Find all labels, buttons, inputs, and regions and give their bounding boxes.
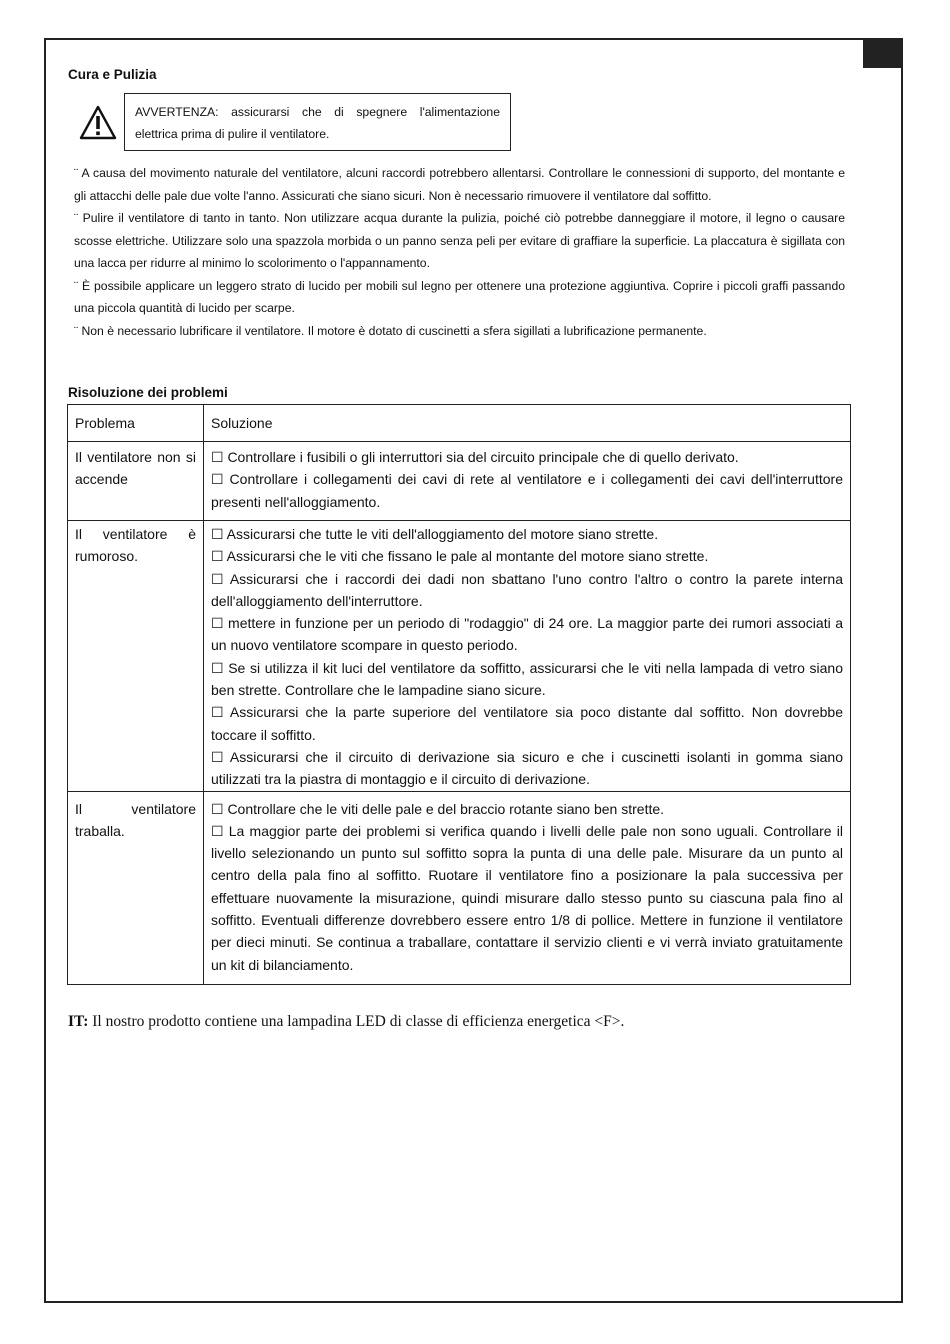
solution-item: ☐ Assicurarsi che le viti che fissano le pale al montante del motore siano strette. (211, 548, 709, 565)
table-header-row (68, 405, 851, 442)
solution-item: ☐ Controllare i collegamenti dei cavi di rete al ventilatore e i collegamenti dei cavi dell'interruttore presenti nell'alloggiamento. (211, 471, 843, 510)
energy-efficiency-note (68, 1013, 624, 1031)
care-instructions (74, 162, 845, 342)
care-paragraph: ¨ È possibile applicare un leggero strato di lucido per mobili sul legno per ottenere una protezione aggiuntiva. Coprire i piccoli graffi passando una piccola quantità di lucido per scarpe. (74, 278, 845, 315)
solution-cell (204, 521, 851, 792)
solution-item: ☐ mettere in funzione per un periodo di "rodaggio" di 24 ore. La maggior parte dei rumori associati a un nuovo ventilatore scompare in questo periodo. (211, 615, 843, 654)
header-solution: Soluzione (204, 405, 851, 442)
table-row (68, 521, 851, 792)
care-paragraph: ¨ Pulire il ventilatore di tanto in tanto. Non utilizzare acqua durante la pulizia, poiché ciò potrebbe danneggiare il motore, il legno o causare scosse elettriche. Utilizzare solo una spazzola morbida o un panno senza peli per evitare di graffiare la superficie. La placcatura è sigillata con una lacca per ridurre al minimo lo scolorimento o l'appannamento. (74, 211, 845, 270)
energy-note-prefix: IT: (68, 1013, 89, 1030)
warning-triangle-icon (78, 104, 118, 142)
warning-box (124, 93, 511, 151)
solution-item: ☐ Assicurarsi che il circuito di derivazione sia sicuro e che i cuscinetti isolanti in gomma siano utilizzati tra la piastra di montaggio e il circuito di derivazione. (211, 748, 843, 788)
page-corner-tab (863, 38, 903, 68)
troubleshooting-table (67, 404, 851, 985)
care-section-title: Cura e Pulizia (68, 67, 157, 82)
solution-item: ☐ Assicurarsi che la parte superiore del ventilatore sia poco distante dal soffitto. Non dovrebbe toccare il soffitto. (211, 704, 843, 743)
warning-text-line1: AVVERTENZA: assicurarsi che di spegnere l'alimentazione (135, 105, 500, 119)
table-row (68, 442, 851, 521)
header-problem: Problema (68, 405, 204, 442)
solution-item: ☐ Controllare che le viti delle pale e del braccio rotante siano ben strette. (211, 800, 665, 817)
warning-text-line2: elettrica prima di pulire il ventilatore. (135, 127, 330, 141)
table-row (68, 791, 851, 984)
solution-item: ☐ La maggior parte dei problemi si verifica quando i livelli delle pale non sono uguali. Controllare il livello selezionando un punto sul soffitto sopra la punta di una delle pale. Misurare da un punto al centro della pala fino al soffitto. Ruotare il ventilatore fino a posizionare la pala successiva per effettuare nuovamente la misurazione, quindi misurare dallo stesso punto su ciascuna pala fino al soffitto. Eventuali differenze dovrebbero essere entro 1/8 di pollice. Mettere in funzione il ventilatore per dieci minuti. Se continua a traballare, contattare il servizio clienti e vi verrà inviato gratuitamente un kit di bilanciamento. (211, 822, 843, 973)
solution-item: ☐ Controllare i fusibili o gli interruttori sia del circuito principale che di quello derivato. (211, 449, 739, 465)
problem-cell: Il ventilatore traballa. (68, 791, 204, 984)
solution-cell (204, 791, 851, 984)
care-paragraph: ¨ Non è necessario lubrificare il ventilatore. Il motore è dotato di cuscinetti a sfera sigillati a lubrificazione permanente. (74, 323, 707, 338)
problem-cell: Il ventilatore non si accende (68, 442, 204, 521)
solution-item: ☐ Assicurarsi che tutte le viti dell'alloggiamento del motore siano strette. (211, 526, 659, 542)
energy-note-text: Il nostro prodotto contiene una lampadina LED di classe di efficienza energetica <F>. (88, 1013, 625, 1030)
solution-cell (204, 442, 851, 521)
problem-cell: Il ventilatore è rumoroso. (68, 521, 204, 792)
solution-item: ☐ Se si utilizza il kit luci del ventilatore da soffitto, assicurarsi che le viti nella lampada di vetro siano ben strette. Controllare che le lampadine siano sicure. (211, 659, 843, 699)
solution-item: ☐ Assicurarsi che i raccordi dei dadi non sbattano l'uno contro l'altro o contro la parete interna dell'alloggiamento dell'interruttore. (211, 570, 843, 609)
troubleshooting-section-title: Risoluzione dei problemi (68, 385, 228, 400)
care-paragraph: ¨ A causa del movimento naturale del ventilatore, alcuni raccordi potrebbero allentarsi. Controllare le connessioni di supporto, del montante e gli attacchi delle pale due volte l'anno. Assicurati che siano sicuri. Non è necessario rimuovere il ventilatore dal soffitto. (74, 166, 845, 203)
